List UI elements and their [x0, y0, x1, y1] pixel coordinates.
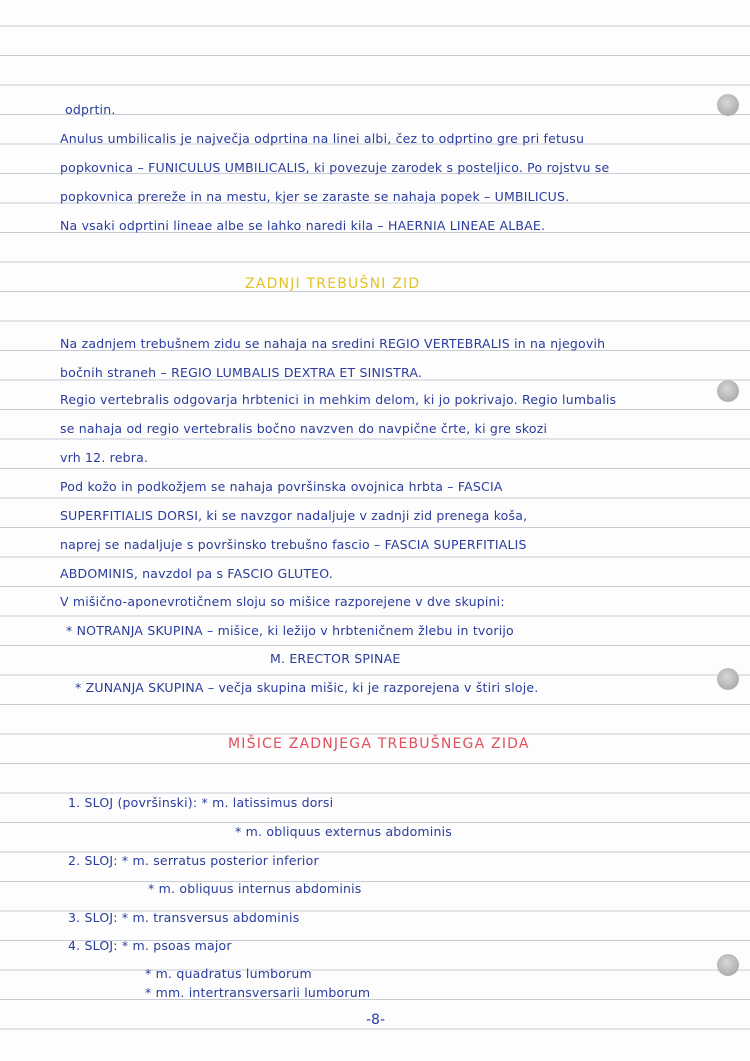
section-heading-back-wall: ZADNJI TREBUŠNI ZID	[245, 276, 421, 292]
list-item-continuation: M. ERECTOR SPINAE	[270, 651, 401, 666]
list-item: 1. SLOJ (površinski): * m. latissimus dorsi	[68, 795, 334, 810]
text-line: vrh 12. rebra.	[60, 450, 149, 465]
page-number: -8-	[366, 1012, 386, 1028]
text-line: V mišično-aponevrotičnem sloju so mišice razporejene v dve skupini:	[60, 594, 505, 609]
text-line: Na vsaki odprtini lineae albe se lahko naredi kila – HAERNIA LINEAE ALBAE.	[60, 218, 546, 233]
text-line: se nahaja od regio vertebralis bočno navzven do navpične črte, ki gre skozi	[60, 421, 548, 436]
list-item: 2. SLOJ: * m. serratus posterior inferior	[68, 853, 319, 868]
list-item: * m. obliquus externus abdominis	[235, 824, 452, 839]
binder-hole-4	[717, 954, 739, 976]
list-item: * ZUNANJA SKUPINA – večja skupina mišic, ki je razporejena v štiri sloje.	[75, 680, 539, 695]
binder-hole-1	[717, 94, 739, 116]
text-line: popkovnica – FUNICULUS UMBILICALIS, ki povezuje zarodek s posteljico. Po rojstvu se	[60, 160, 610, 175]
binder-hole-3	[717, 668, 739, 690]
text-line: SUPERFITIALIS DORSI, ki se navzgor nadaljuje v zadnji zid prenega koša,	[60, 508, 528, 523]
list-item: * NOTRANJA SKUPINA – mišice, ki ležijo v hrbteničnem žlebu in tvorijo	[66, 623, 514, 638]
list-item: * mm. intertransversarii lumborum	[145, 985, 371, 1000]
text-line: Pod kožo in podkožjem se nahaja površinska ovojnica hrbta – FASCIA	[60, 479, 503, 494]
text-line: Na zadnjem trebušnem zidu se nahaja na sredini REGIO VERTEBRALIS in na njegovih	[60, 336, 606, 351]
list-item: * m. obliquus internus abdominis	[148, 881, 362, 896]
list-item: 4. SLOJ: * m. psoas major	[68, 938, 232, 953]
binder-hole-2	[717, 380, 739, 402]
section-heading-muscles: MIŠICE ZADNJEGA TREBUŠNEGA ZIDA	[228, 736, 530, 752]
text-line: Anulus umbilicalis je največja odprtina na linei albi, čez to odprtino gre pri fetusu	[60, 131, 585, 146]
text-line: bočnih straneh – REGIO LUMBALIS DEXTRA ET SINISTRA.	[60, 365, 423, 380]
text-line: popkovnica prereže in na mestu, kjer se zaraste se nahaja popek – UMBILICUS.	[60, 189, 570, 204]
list-item: 3. SLOJ: * m. transversus abdominis	[68, 910, 300, 925]
text-line: Regio vertebralis odgovarja hrbtenici in mehkim delom, ki jo pokrivajo. Regio lumbalis	[60, 392, 617, 407]
list-item: * m. quadratus lumborum	[145, 966, 312, 981]
text-line: odprtin.	[65, 102, 116, 117]
text-line: ABDOMINIS, navzdol pa s FASCIO GLUTEO.	[60, 566, 333, 581]
text-line: naprej se nadaljuje s površinsko trebušno fascio – FASCIA SUPERFITIALIS	[60, 537, 527, 552]
